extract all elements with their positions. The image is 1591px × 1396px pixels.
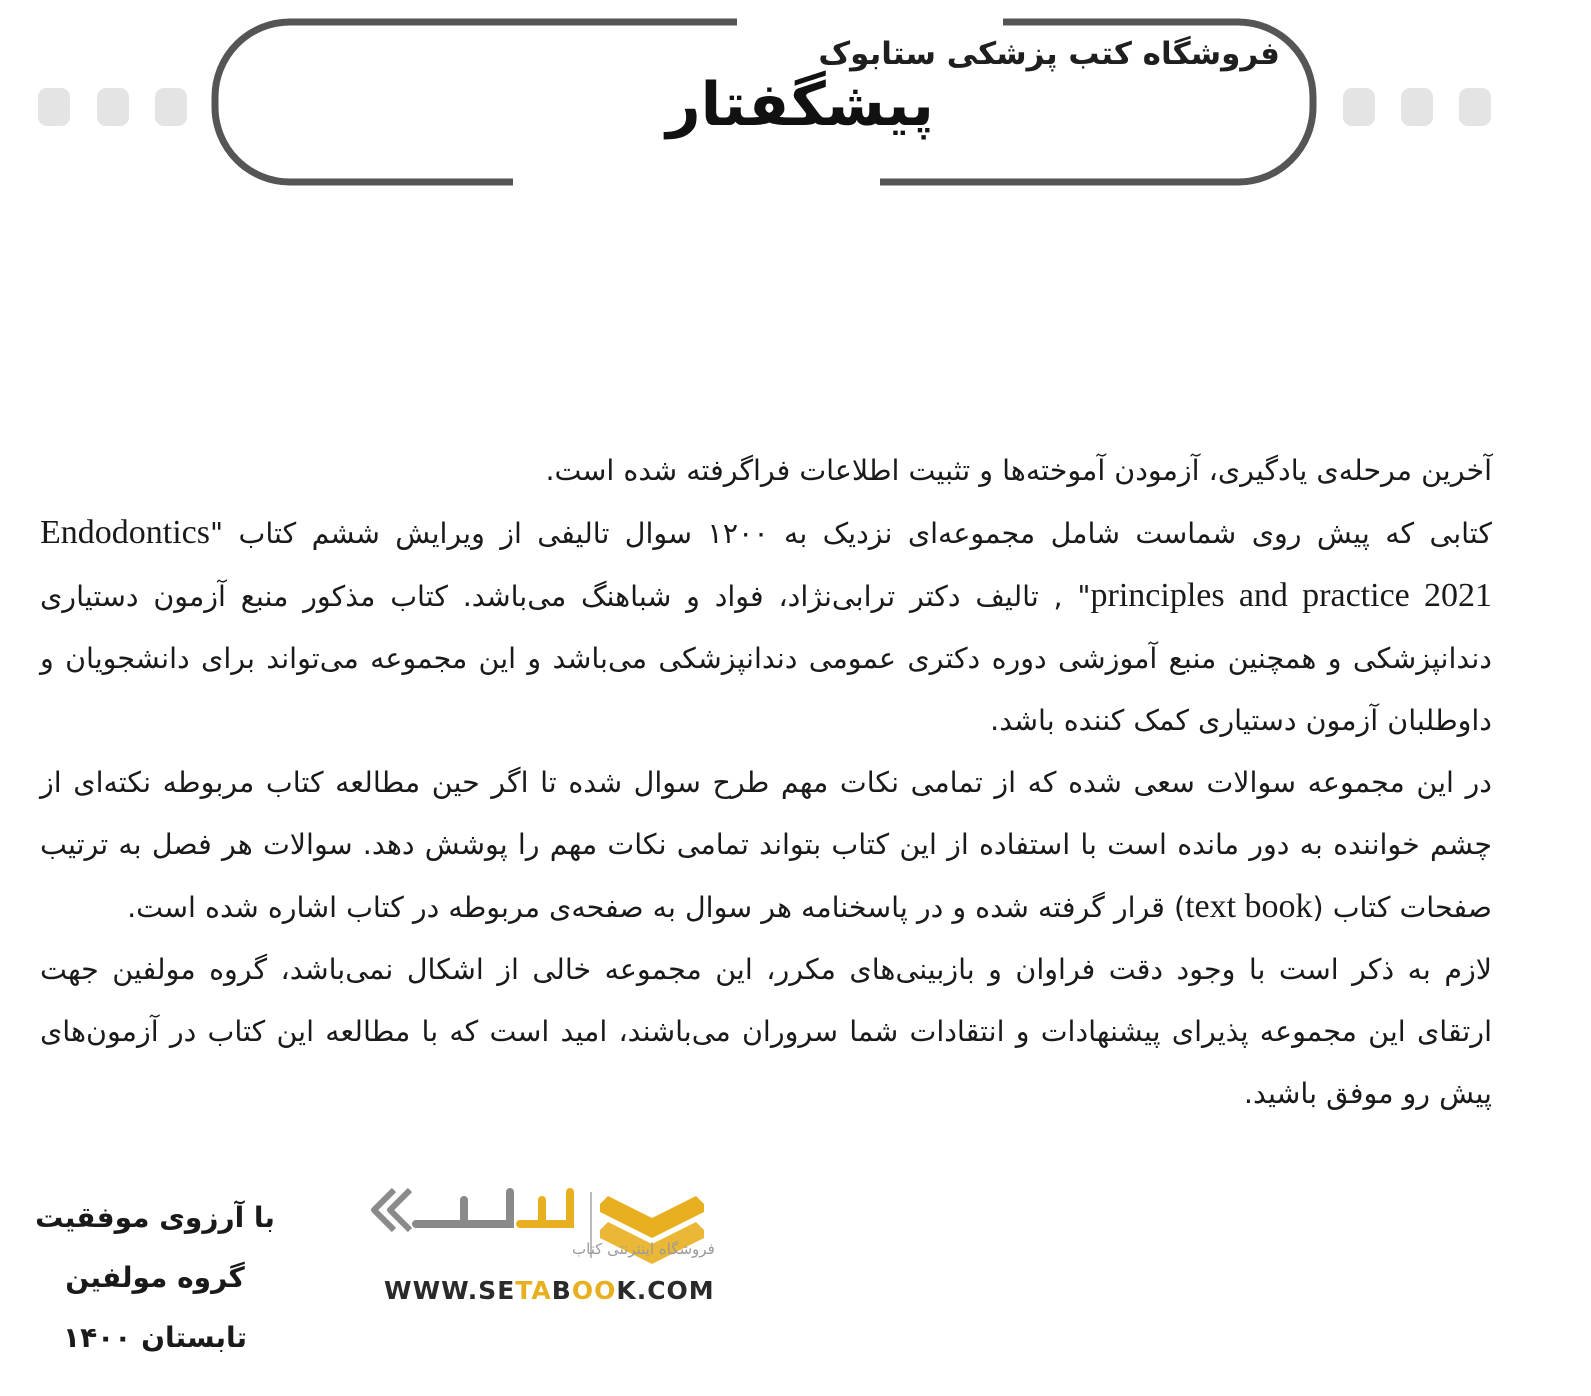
paragraph-3-part-1: در این مجموعه سوالات سعی شده که از تمامی نکات مهم طرح سوال شده تا اگر حین مطالعه کتاب مربوطه نکته‌ای از چشم خواننده به دور مانده است با استفاده از این کتاب بتواند تمامی نکات مهم را پوشش دهد. سوالات هر فصل به ترتیب صفحات کتاب ( (40, 766, 1492, 924)
paragraph-3-part-2: ) قرار گرفته شده و در پاسخنامه هر سوال به صفحه‌ی مربوطه در کتاب اشاره شده است. (127, 891, 1186, 924)
url-part-accent: TA (515, 1276, 552, 1305)
logo-tagline: فروشگاه اینترنتی کتاب (572, 1240, 715, 1258)
book-title-english: Endodontics principles and practice 2021 (40, 514, 1492, 614)
paragraph-3 (40, 752, 1492, 939)
paragraph-2 (40, 502, 1492, 752)
decorative-dots-right (1343, 88, 1491, 126)
paragraph-2-part-2: " , تالیف دکتر ترابی‌نژاد، فواد و شباهنگ می‌باشد. کتاب مذکور منبع آزمون دستیاری دندانپزشکی و همچنین منبع آموزشی دوره دکتری عمومی دندانپزشکی می‌باشد و این مجموعه می‌تواند برای دانشجویان و داوطلبان آزمون دستیاری کمک کننده باشد. (40, 580, 1492, 737)
preface-body (40, 440, 1492, 1125)
paragraph-4: لازم به ذکر است با وجود دقت فراوان و بازبینی‌های مکرر، این مجموعه خالی از اشکال نمی‌باشد، گروه مولفین جهت ارتقای این مجموعه پذیرای پیشنهادات و انتقادات شما سروران می‌باشند، امید است که با مطالعه این کتاب در آزمون‌های پیش رو موفق باشید. (40, 953, 1492, 1110)
store-watermark: فروشگاه کتب پزشکی ستابوک (818, 36, 1280, 72)
signature-block (30, 1188, 280, 1368)
store-url (384, 1276, 714, 1305)
decorative-dots-left (38, 88, 187, 126)
text-book-english: text book (1185, 888, 1313, 925)
paragraph-2-part-1: کتابی که پیش روی شماست شامل مجموعه‌ای نزدیک به ۱۲۰۰ سوال تالیفی از ویرایش ششم کتاب " (209, 517, 1492, 550)
url-part-1: WWW.SE (384, 1276, 516, 1305)
url-part-accent-2: OO (571, 1276, 617, 1305)
url-part-3: K.COM (616, 1276, 715, 1305)
paragraph-1: آخرین مرحله‌ی یادگیری، آزمودن آموخته‌ها و تثبیت اطلاعات فراگرفته شده است. (545, 454, 1492, 487)
double-arrow-icon (374, 1190, 410, 1230)
brand-wordmark (416, 1192, 570, 1224)
signature-authors: گروه مولفین (65, 1261, 245, 1294)
signature-wish: با آرزوی موفقیت (35, 1201, 275, 1234)
url-part-2: B (551, 1276, 572, 1305)
page-title: پیشگفتار (666, 70, 934, 140)
signature-date: تابستان ۱۴۰۰ (63, 1321, 247, 1354)
page-header (0, 0, 1591, 200)
